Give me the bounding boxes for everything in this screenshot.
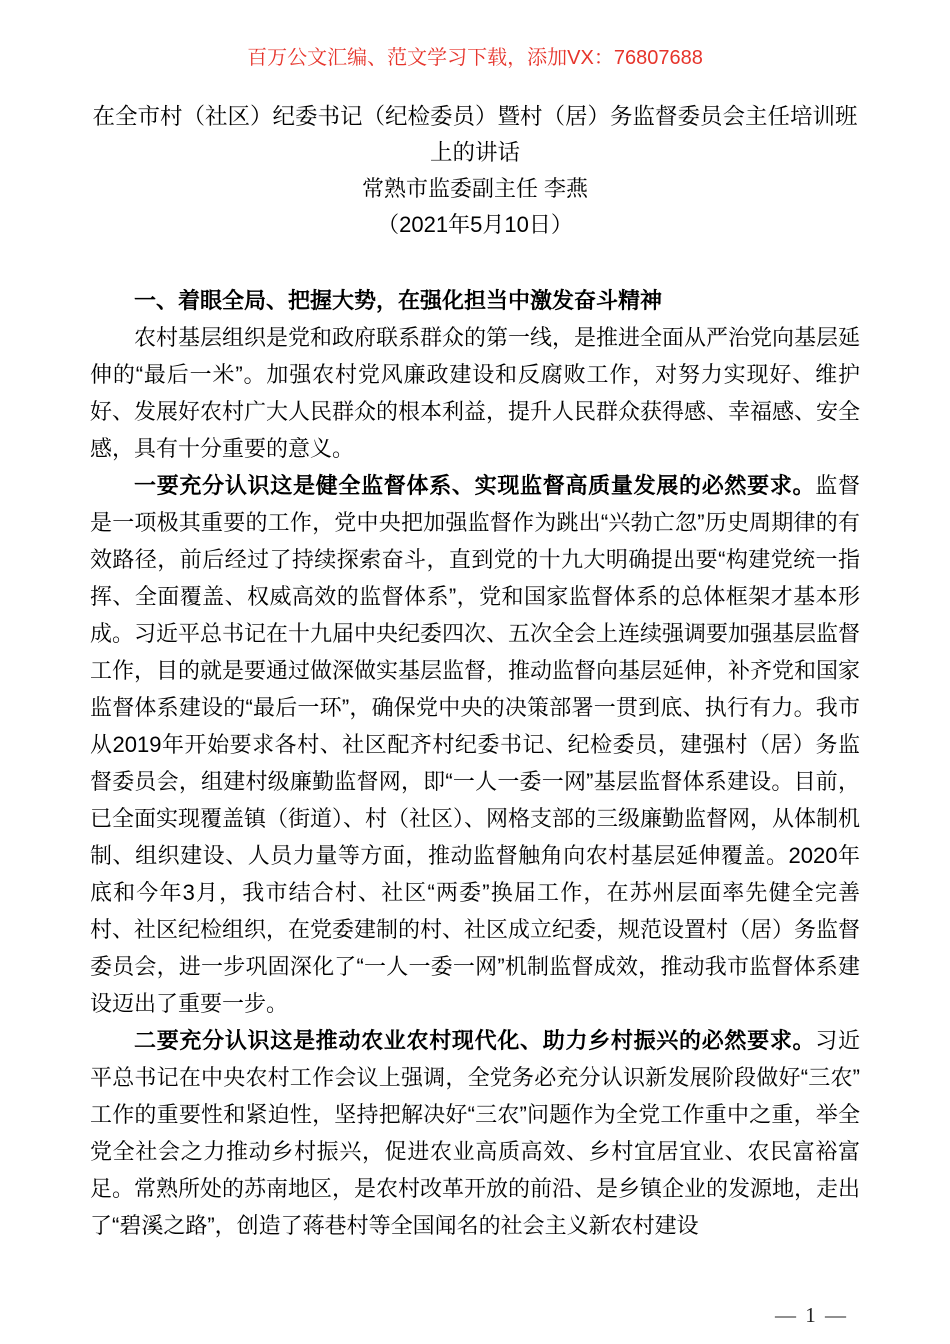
paragraph-3	[90, 1022, 860, 1244]
page-number: — 1 —	[775, 1303, 848, 1327]
paragraph-2-text: 监督是一项极其重要的工作，党中央把加强监督作为跳出“兴勃亡忽”历史周期律的有效路径，前后经过了持续探索奋斗，直到党的十九大明确提出要“构建党统一指挥、全面覆盖、权威高效的监督体系”，党和国家监督体系的总体框架才基本形成。习近平总书记在十九届中央纪委四次、五次全会上连续强调要加强基层监督工作，目的就是要通过做深做实基层监督，推动监督向基层延伸，补齐党和国家监督体系建设的“最后一环”，确保党中央的决策部署一贯到底、执行有力。我市从2019年开始要求各村、社区配齐村纪委书记、纪检委员，建强村（居）务监督委员会，组建村级廉勤监督网，即“一人一委一网”基层监督体系建设。目前，已全面实现覆盖镇（街道）、村（社区）、网格支部的三级廉勤监督网，从体制机制、组织建设、人员力量等方面，推动监督触角向农村基层延伸覆盖。2020年底和今年3月，我市结合村、社区“两委”换届工作，在苏州层面率先健全完善村、社区纪检组织，在党委建制的村、社区成立纪委，规范设置村（居）务监督委员会，进一步巩固深化了“一人一委一网”机制监督成效，推动我市监督体系建设迈出了重要一步。	[90, 473, 861, 1016]
title-block	[0, 99, 950, 243]
paragraph-1	[90, 319, 860, 467]
promo-banner: 百万公文汇编、范文学习下载，添加VX：76807688	[247, 47, 703, 69]
paragraph-3-lead: 二要充分认识这是推动农业农村现代化、助力乡村振兴的必然要求。	[134, 1028, 816, 1053]
date-line: （2021年5月10日）	[377, 212, 573, 237]
document-body	[90, 282, 860, 1244]
paragraph-3-text: 习近平总书记在中央农村工作会议上强调，全党务必充分认识新发展阶段做好“三农”工作的重要性和紧迫性，坚持把解决好“三农”问题作为全党工作重中之重，举全党全社会之力推动乡村振兴，促进农业高质高效、乡村宜居宜业、农民富裕富足。常熟所处的苏南地区，是农村改革开放的前沿、是乡镇企业的发源地，走出了“碧溪之路”，创造了蒋巷村等全国闻名的社会主义新农村建设	[90, 1028, 861, 1238]
paragraph-1-text: 农村基层组织是党和政府联系群众的第一线，是推进全面从严治党向基层延伸的“最后一米”。加强农村党风廉政建设和反腐败工作，对努力实现好、维护好、发展好农村广大人民群众的根本利益，提升人民群众获得感、幸福感、安全感，具有十分重要的意义。	[90, 325, 861, 461]
paragraph-2-lead: 一要充分认识这是健全监督体系、实现监督高质量发展的必然要求。	[134, 473, 816, 498]
author-line: 常熟市监委副主任 李燕	[361, 176, 589, 201]
paragraph-2	[90, 467, 860, 1022]
document-title: 在全市村（社区）纪委书记（纪检委员）暨村（居）务监督委员会主任培训班上的讲话	[92, 104, 858, 165]
section-heading: 一、着眼全局、把握大势，在强化担当中激发奋斗精神	[134, 288, 663, 313]
